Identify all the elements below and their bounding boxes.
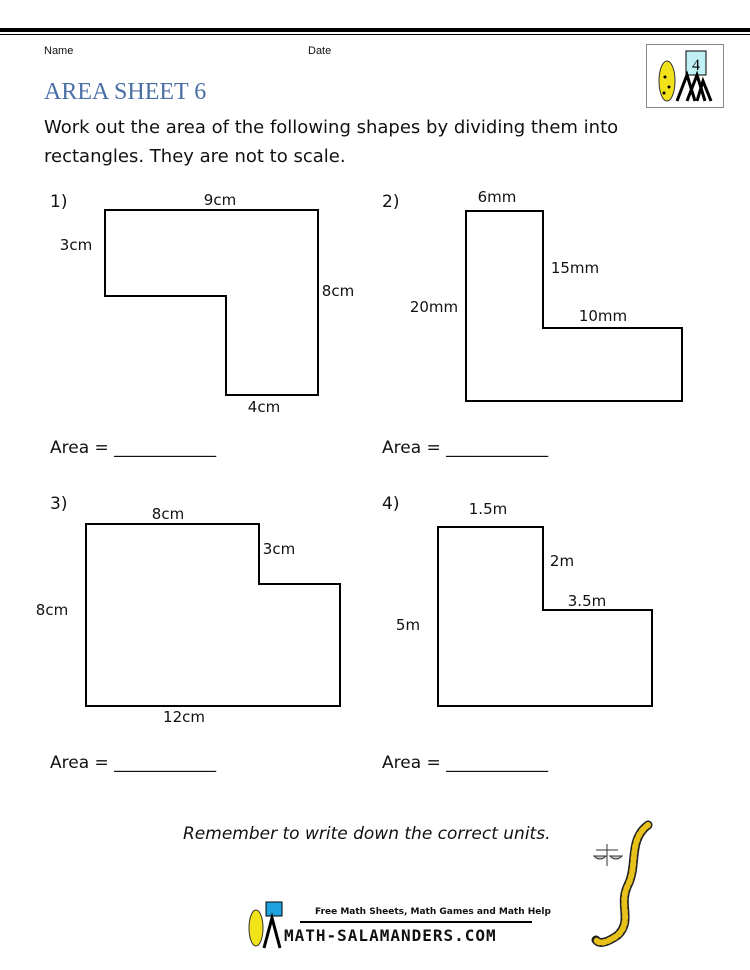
page-title: AREA SHEET 6 (44, 79, 207, 105)
instructions-line-1: Work out the area of the following shapes by dividing them into (44, 117, 619, 138)
shape-1 (105, 210, 318, 395)
problem-4-label-step: 3.5m (567, 592, 607, 610)
salamander-scales-icon (588, 810, 678, 950)
salamander-board-icon (244, 898, 284, 950)
problem-2-label-inner: 15mm (550, 259, 600, 277)
problem-2-number: 2) (382, 192, 400, 212)
problem-1-answer[interactable]: Area = ____________ (50, 438, 217, 458)
problem-4-label-top: 1.5m (468, 500, 508, 518)
footer-rule (300, 921, 532, 923)
date-label: Date (308, 45, 332, 57)
problem-4-label-inner: 2m (549, 552, 575, 570)
shape-2 (466, 211, 682, 401)
svg-text:4: 4 (692, 57, 700, 74)
problem-1-label-right: 8cm (321, 282, 355, 300)
problem-1-label-bottom: 4cm (247, 398, 281, 416)
problem-4-number: 4) (382, 494, 400, 514)
problem-2-label-left: 20mm (409, 298, 459, 316)
problem-4-label-left: 5m (395, 616, 421, 634)
problem-1-number: 1) (50, 192, 68, 212)
problem-1-label-top: 9cm (203, 191, 237, 209)
footer-logo-mascot (244, 898, 284, 950)
name-label: Name (44, 45, 74, 57)
problem-3-label-bottom: 12cm (163, 708, 205, 726)
problem-2-label-step: 10mm (578, 307, 628, 325)
problem-2-label-top: 6mm (477, 188, 517, 206)
instructions-line-2: rectangles. They are not to scale. (44, 146, 346, 167)
problem-3-number: 3) (50, 494, 68, 514)
units-reminder: Remember to write down the correct units. (183, 824, 551, 844)
problem-3-label-step: 3cm (262, 540, 296, 558)
footer-site-link[interactable]: MATH-SALAMANDERS.COM (284, 926, 497, 945)
problem-1-label-left: 3cm (59, 236, 93, 254)
shape-4 (438, 527, 652, 706)
footer-tagline: Free Math Sheets, Math Games and Math Help (315, 907, 551, 917)
problem-3-label-top: 8cm (151, 505, 185, 523)
problem-2-answer[interactable]: Area = ____________ (382, 438, 549, 458)
problem-3-label-left: 8cm (35, 601, 69, 619)
shape-3 (86, 524, 340, 706)
problem-4-answer[interactable]: Area = ____________ (382, 753, 549, 773)
problem-3-answer[interactable]: Area = ____________ (50, 753, 217, 773)
